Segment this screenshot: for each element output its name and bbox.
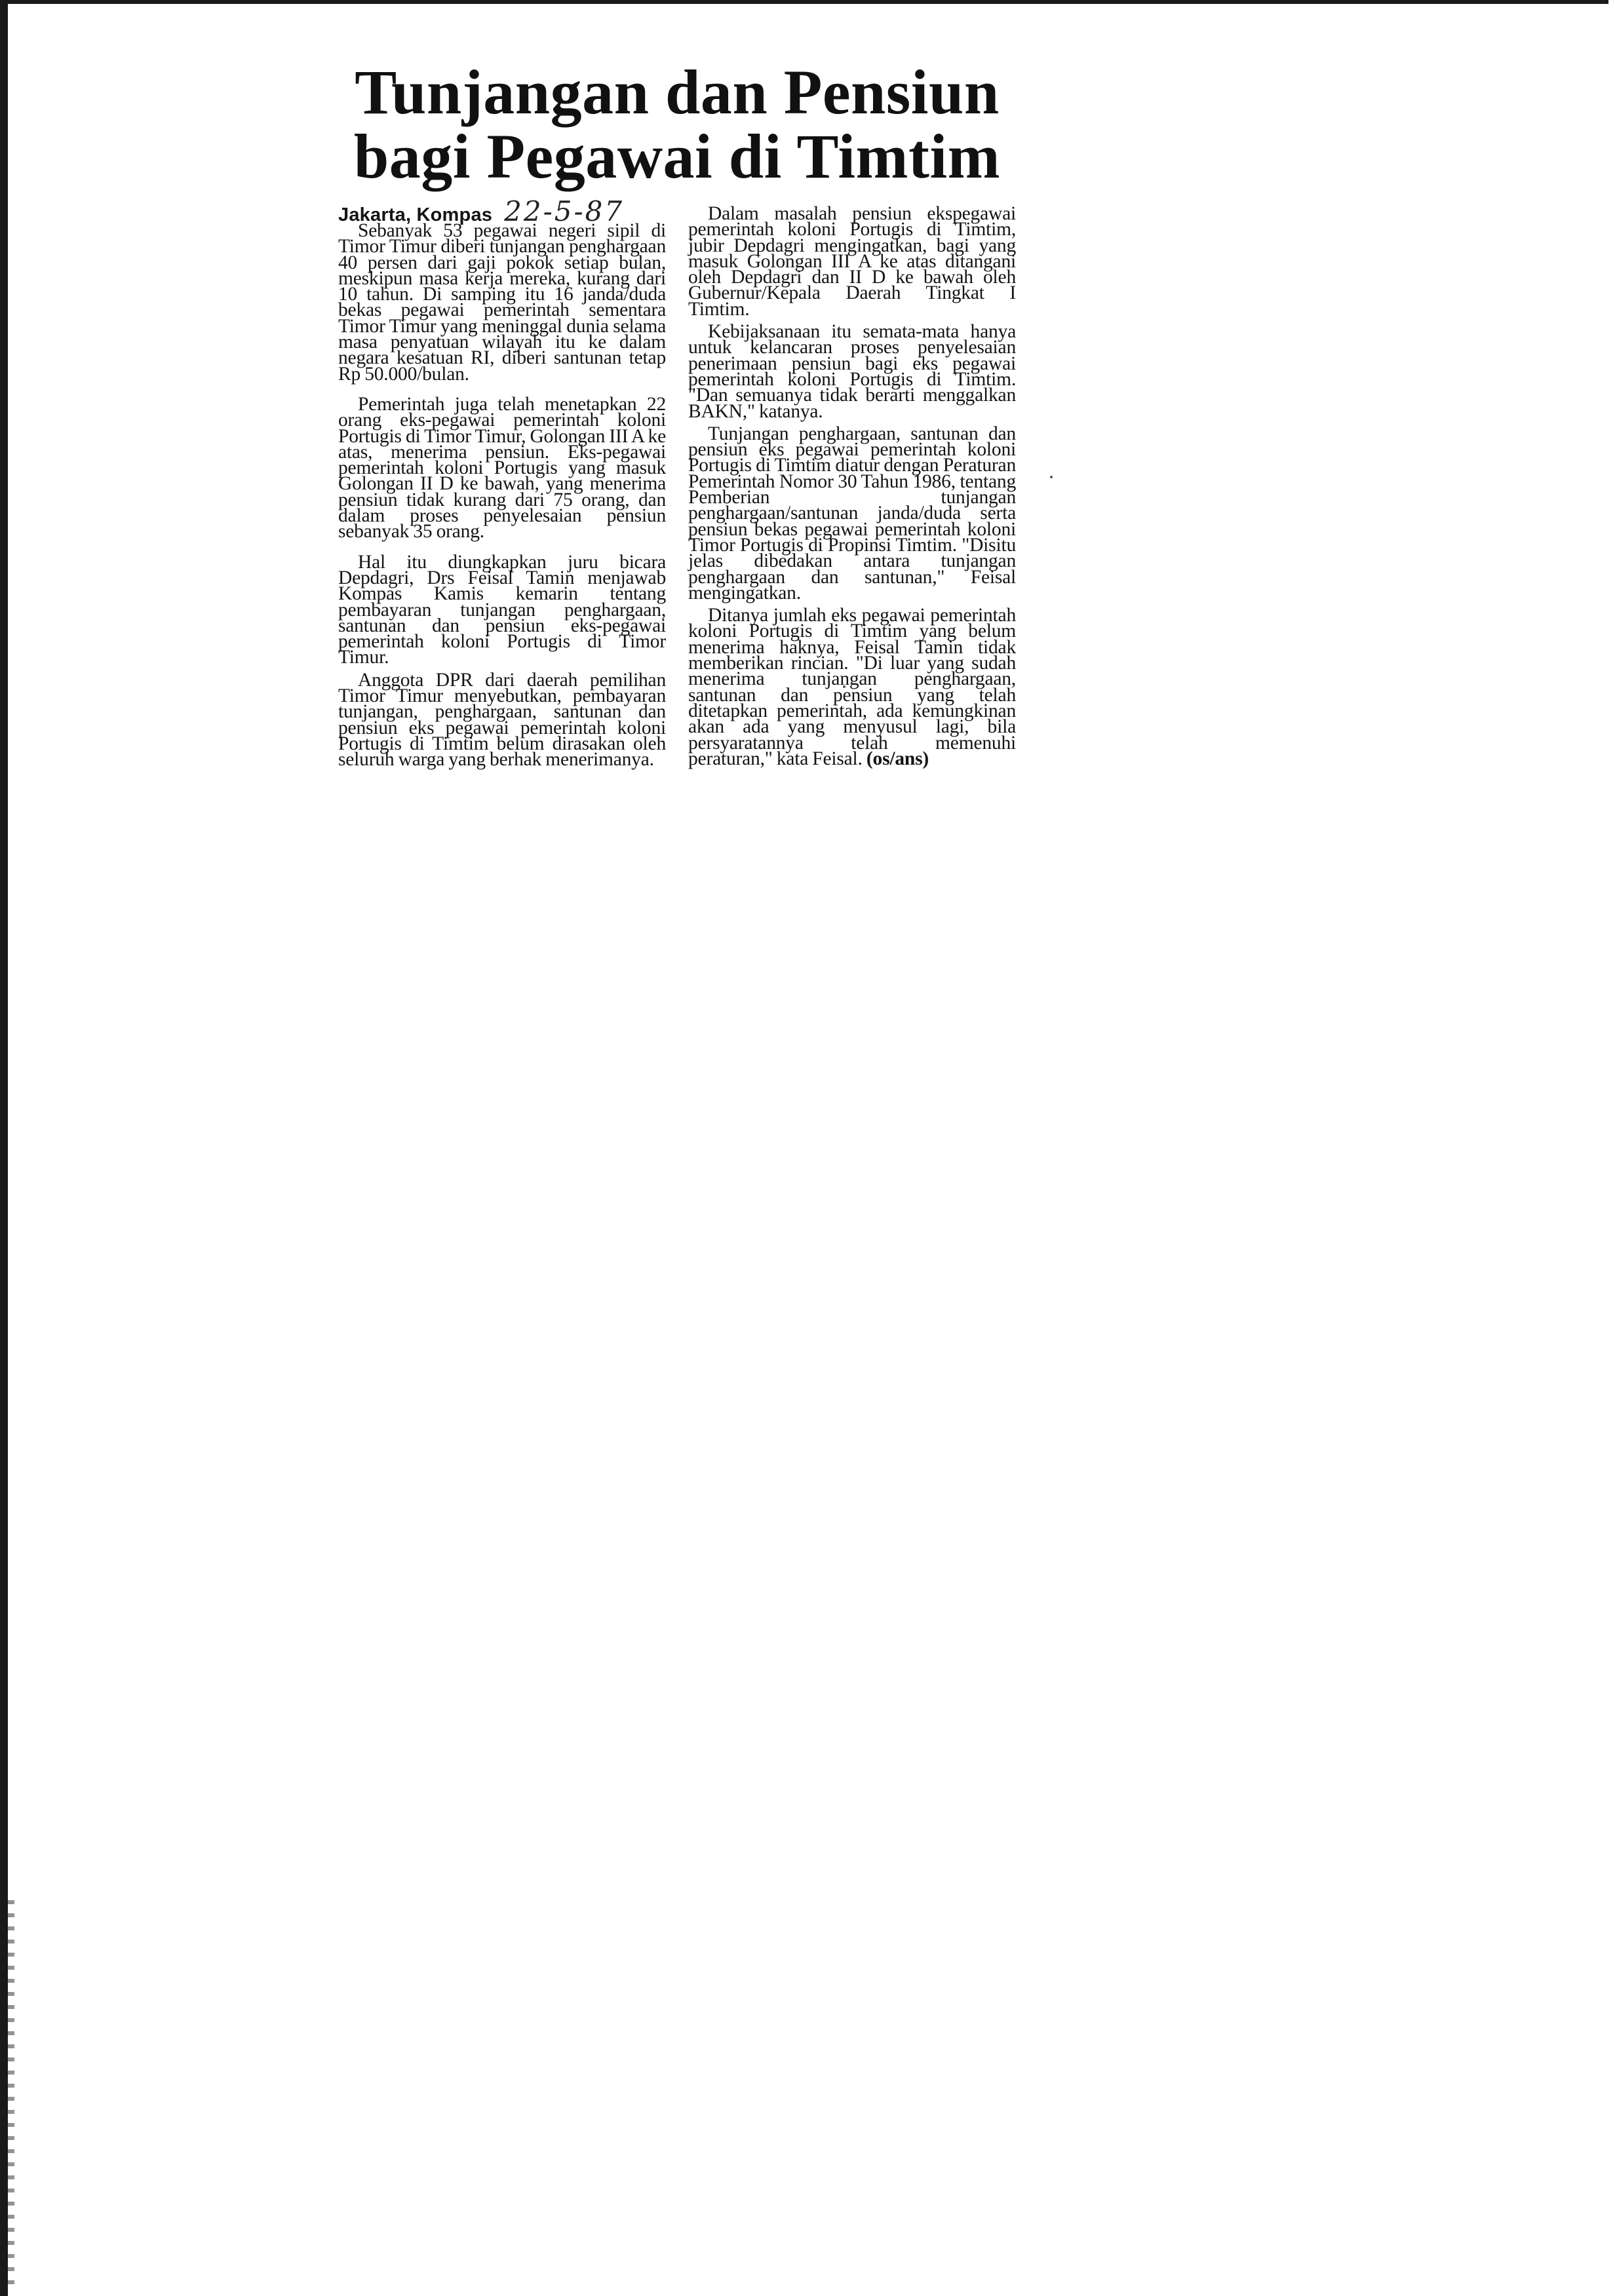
paragraph: Hal itu diungkapkan juru bicara Depdagri, Drs Feisal Tamin menjawab Kompas Kamis kemarin tentang pembayaran tunjangan penghargaan, santunan dan pensiun eks-pegawai pemerintah koloni Portugis di Timor Timur. [338,551,666,668]
paragraph: Pemerintah juga telah menetapkan 22 orang eks-pegawai pemerintah koloni Portugis di Timor Timur, Golongan III A ke atas, menerima pensiun. Eks-pegawai pemerintah koloni Portugis yang masuk Golongan II D ke bawah, yang menerima pensiun tidak kurang dari 75 orang, dan dalam proses penyelesaian pensiun sebanyak 35 orang. [338,393,666,543]
scan-left-edge [0,0,8,2296]
headline-line-2: bagi Pegawai di Timtim [353,121,1001,191]
scan-speck [1050,476,1053,478]
paragraph: Kebijaksanaan itu semata-mata hanya untuk kelancaran proses penyelesaian penerimaan pensiun bagi eks pegawai pemerintah koloni Portugis di Timtim. "Dan semuanya tidak berarti menggalkan BAKN," katanya. [688,321,1016,422]
right-column [688,201,1016,768]
byline: (os/ans) [866,748,929,769]
article-body [338,195,1016,771]
dateline-row [338,195,666,227]
paragraph: Dalam masalah pensiun ekspegawai pemerintah koloni Portugis di Timtim, jubir Depdagri mengingatkan, bagi yang masuk Golongan III A ke atas ditangani oleh Depdagri dan II D ke bawah oleh Gubernur/Kepala Daerah Tingkat I Timtim. [688,203,1016,320]
scan-edge-noise [8,1900,14,2293]
headline-line-1: Tunjangan dan Pensiun [355,57,1000,127]
dateline: Jakarta, Kompas [338,204,493,225]
headline [338,57,1016,191]
handwritten-date: 22-5-87 [504,195,625,227]
newspaper-clipping [338,57,1016,1082]
scan-top-edge [7,0,1608,4]
paragraph-text: Ditanya jumlah eks pegawai pemerintah koloni Portugis di Timtim yang belum menerima haknya, Feisal Tamin tidak memberikan rincian. "Di luar yang sudah menerima tunjangan penghargaan, santunan dan pensiun yang telah ditetapkan pemerintah, ada kemungkinan akan ada yang menyusul lagi, bila persyaratannya telah memenuhi peraturan," kata Feisal. [688,605,1016,769]
paragraph: Anggota DPR dari daerah pemilihan Timor Timur menyebutkan, pembayaran tunjangan, penghargaan, santunan dan pensiun eks pegawai pemerintah koloni Portugis di Timtim belum dirasakan oleh seluruh warga yang berhak menerimanya. [338,669,666,771]
paragraph: Sebanyak 53 pegawai negeri sipil di Timor Timur diberi tunjangan penghargaan 40 persen dari gaji pokok setiap bulan, meskipun masa kerja mereka, kurang dari 10 tahun. Di samping itu 16 janda/duda bekas pegawai pemerintah sementara Timor Timur yang meninggal dunia selama masa penyatuan wilayah itu ke dalam negara kesatuan RI, diberi santunan tetap Rp 50.000/bulan. [338,220,666,385]
left-column [338,195,666,771]
paragraph: Tunjangan penghargaan, santunan dan pensiun eks pegawai pemerintah koloni Portugis di Timtim diatur dengan Peraturan Pemerintah Nomor 30 Tahun 1986, tentang Pemberian tunjangan penghargaan/santunan janda/duda serta pensiun bekas pegawai pemerintah koloni Timor Portugis di Propinsi Timtim. "Disitu jelas dibedakan antara tunjangan penghargaan dan santunan," Feisal mengingatkan. [688,423,1016,603]
paragraph-last [688,607,1016,767]
